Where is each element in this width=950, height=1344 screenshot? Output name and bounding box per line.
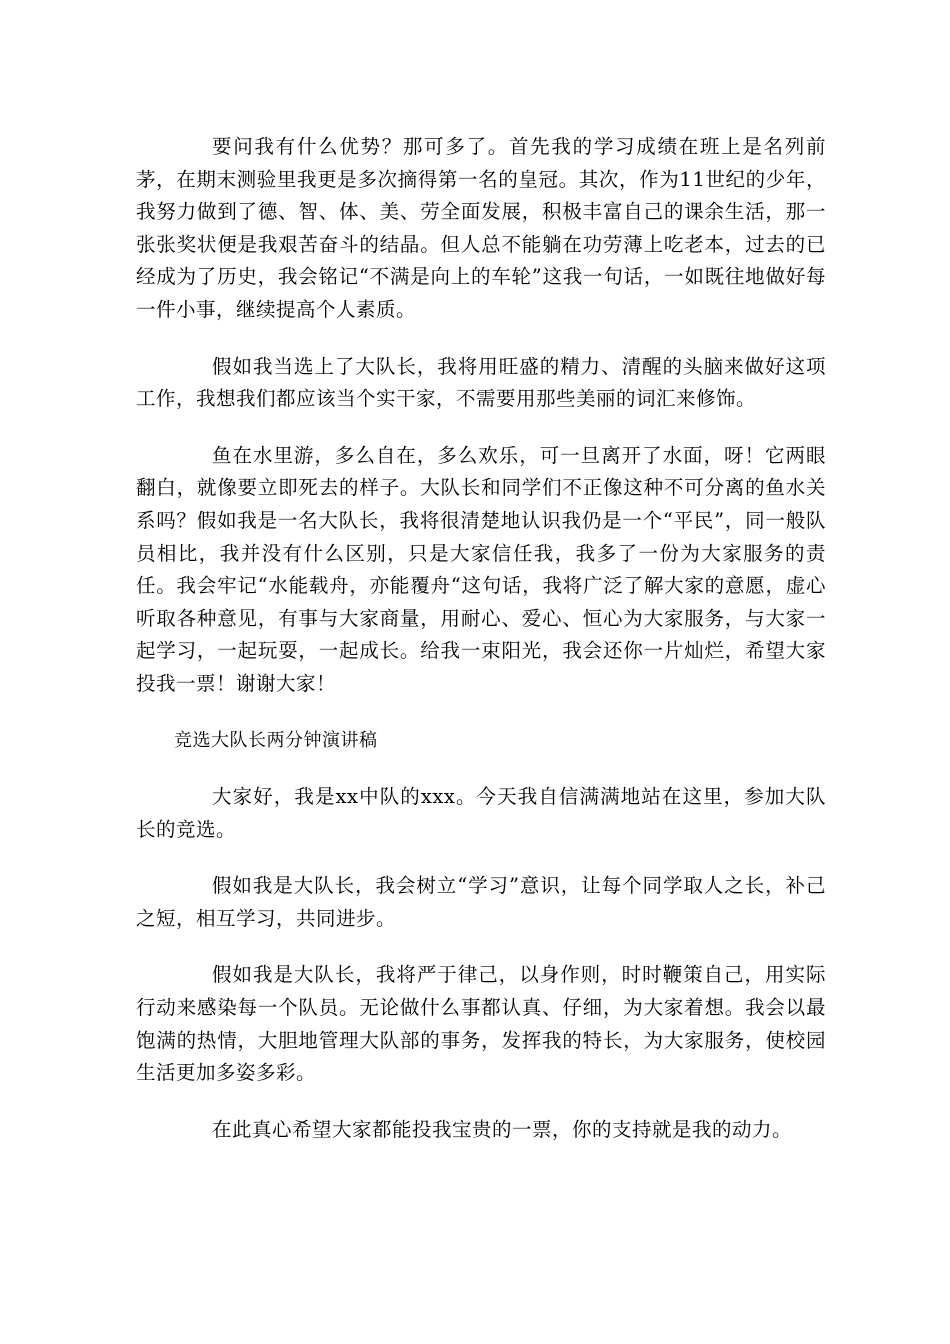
- document-body: [136, 131, 826, 1170]
- paragraph-discipline: 假如我是大队长，我将严于律己，以身作则，时时鞭策自己，用实际行动来感染每一个队员。无论做什么事都认真、仔细，为大家着想。我会以最饱满的热情，大胆地管理大队部的事务，发挥我的特长，为大家服务，使校园生活更加多姿多彩。: [136, 963, 826, 1085]
- paragraph-closing: 在此真心希望大家都能投我宝贵的一票，你的支持就是我的动力。: [212, 1117, 793, 1141]
- paragraph-learning: 假如我是大队长，我会树立“学习”意识，让每个同学取人之长，补己之短，相互学习，共同进步。: [136, 874, 826, 930]
- section-title: 竞选大队长两分钟演讲稿: [174, 729, 378, 751]
- paragraph-greeting: 大家好，我是xx中队的xxx。今天我自信满满地站在这里，参加大队长的竞选。: [136, 785, 826, 841]
- paragraph-fish-and-water: 鱼在水里游，多么自在，多么欢乐，可一旦离开了水面，呀！它两眼翻白，就像要立即死去的样子。大队长和同学们不正像这种不可分离的鱼水关系吗？假如我是一名大队长，我将很清楚地认识我仍是一个“平民”，同一般队员相比，我并没有什么区别，只是大家信任我，我多了一份为大家服务的责任。我会牢记“水能载舟，亦能覆舟“这句话，我将广泛了解大家的意愿，虚心听取各种意见，有事与大家商量，用耐心、爱心、恒心为大家服务，与大家一起学习，一起玩耍，一起成长。给我一束阳光，我会还你一片灿烂，希望大家投我一票！谢谢大家！: [136, 443, 826, 695]
- paragraph-if-elected: 假如我当选上了大队长，我将用旺盛的精力、清醒的头脑来做好这项工作，我想我们都应该当个实干家，不需要用那些美丽的词汇来修饰。: [136, 354, 826, 411]
- paragraph-advantages: 要问我有什么优势？那可多了。首先我的学习成绩在班上是名列前茅，在期末测验里我更是多次摘得第一名的皇冠。其次，作为11世纪的少年，我努力做到了德、智、体、美、劳全面发展，积极丰富自己的课余生活，那一张张奖状便是我艰苦奋斗的结晶。但人总不能躺在功劳薄上吃老本，过去的已经成为了历史，我会铭记“不满是向上的车轮”这我一句话，一如既往地做好每一件小事，继续提高个人素质。: [136, 135, 826, 321]
